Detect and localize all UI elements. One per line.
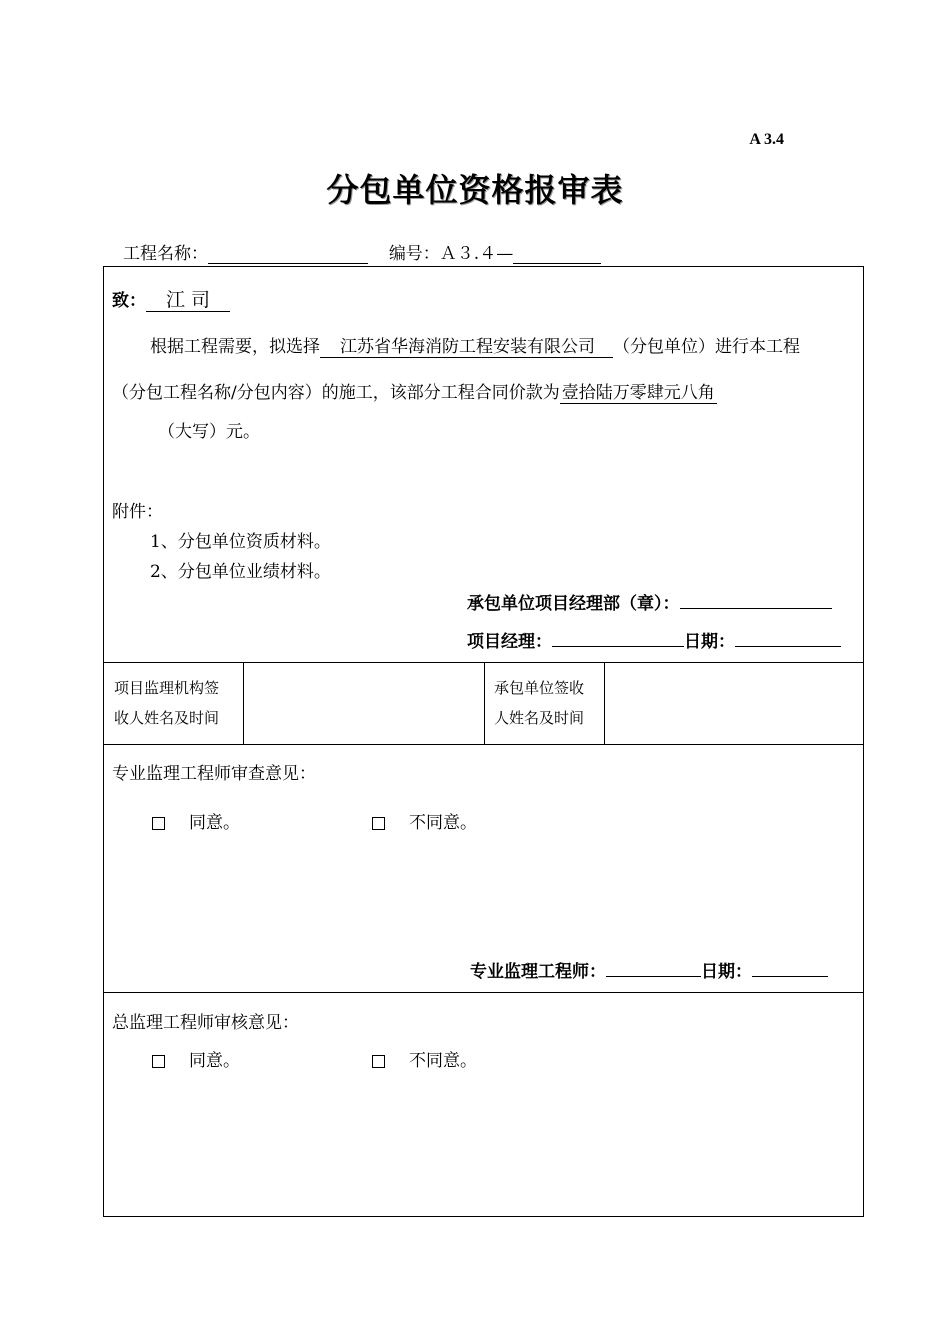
to-line (112, 285, 230, 312)
dept-sign-field[interactable] (680, 607, 832, 609)
divider (104, 744, 863, 745)
body-line-3: （大写）元。 (158, 422, 260, 442)
checkbox-icon[interactable] (372, 817, 385, 830)
project-name-label: 工程名称： (123, 244, 208, 264)
checkbox-icon[interactable] (152, 817, 165, 830)
specialist-disagree-option[interactable] (372, 808, 477, 833)
number-field[interactable] (513, 263, 601, 264)
body-text: （分包工程名称/分包内容）的施工，该部分工程合同价款为 (112, 383, 560, 403)
contractor-receipt-label (494, 673, 584, 733)
date-field[interactable] (752, 975, 828, 977)
body-line-2 (112, 378, 717, 403)
body-line-1 (150, 332, 800, 357)
specialist-sign-field[interactable] (606, 975, 701, 977)
checkbox-icon[interactable] (372, 1055, 385, 1068)
attachment-item: 1、分包单位资质材料。 (150, 532, 331, 552)
to-label: 致： (112, 291, 146, 311)
contractor-receipt-field[interactable] (605, 663, 863, 744)
supervision-receipt-field[interactable] (244, 663, 484, 744)
option-label: 同意。 (189, 1051, 240, 1071)
form-title: 分包单位资格报审表 (326, 171, 624, 209)
specialist-opinion-label: 专业监理工程师审查意见： (112, 764, 316, 784)
label-line: 人姓名及时间 (494, 709, 585, 727)
specialist-sign-label: 专业监理工程师： (470, 962, 606, 982)
body-text: （分包单位）进行本工程 (613, 337, 800, 357)
label-line: 承包单位签收 (494, 679, 585, 697)
chief-agree-option[interactable] (152, 1046, 240, 1071)
dept-label: 承包单位项目经理部（章）： (467, 594, 680, 614)
date-label: 日期： (684, 632, 735, 652)
project-name-field[interactable] (208, 263, 368, 264)
chief-disagree-option[interactable] (372, 1046, 477, 1071)
option-label: 不同意。 (409, 1051, 477, 1071)
body-text: 根据工程需要，拟选择 (150, 337, 320, 357)
subcontractor-name: 江苏省华海消防工程安装有限公司 (320, 337, 613, 358)
contractor-dept-sign (467, 589, 832, 614)
manager-sign-field[interactable] (552, 645, 684, 647)
option-label: 不同意。 (409, 813, 477, 833)
specialist-agree-option[interactable] (152, 808, 240, 833)
divider (104, 992, 863, 993)
specialist-sign (470, 957, 828, 982)
date-label: 日期： (701, 962, 752, 982)
document-code: A 3.4 (749, 131, 784, 148)
manager-sign (467, 627, 841, 652)
option-label: 同意。 (189, 813, 240, 833)
number-label: 编号：Ａ３.４— (388, 244, 514, 264)
chief-opinion-label: 总监理工程师审核意见： (112, 1013, 299, 1033)
divider (484, 662, 485, 744)
label-line: 项目监理机构签 (114, 679, 220, 697)
attachments-label: 附件： (112, 502, 163, 522)
label-line: 收人姓名及时间 (114, 709, 220, 727)
contract-amount: 壹拾陆万零肆元八角 (561, 383, 715, 403)
form-table (103, 266, 864, 1217)
date-field[interactable] (735, 645, 841, 647)
recipient: 江 司 (146, 289, 230, 312)
supervision-receipt-label (114, 673, 219, 733)
manager-label: 项目经理： (467, 632, 552, 652)
checkbox-icon[interactable] (152, 1055, 165, 1068)
attachment-item: 2、分包单位业绩材料。 (150, 562, 331, 582)
form-header (123, 239, 601, 264)
